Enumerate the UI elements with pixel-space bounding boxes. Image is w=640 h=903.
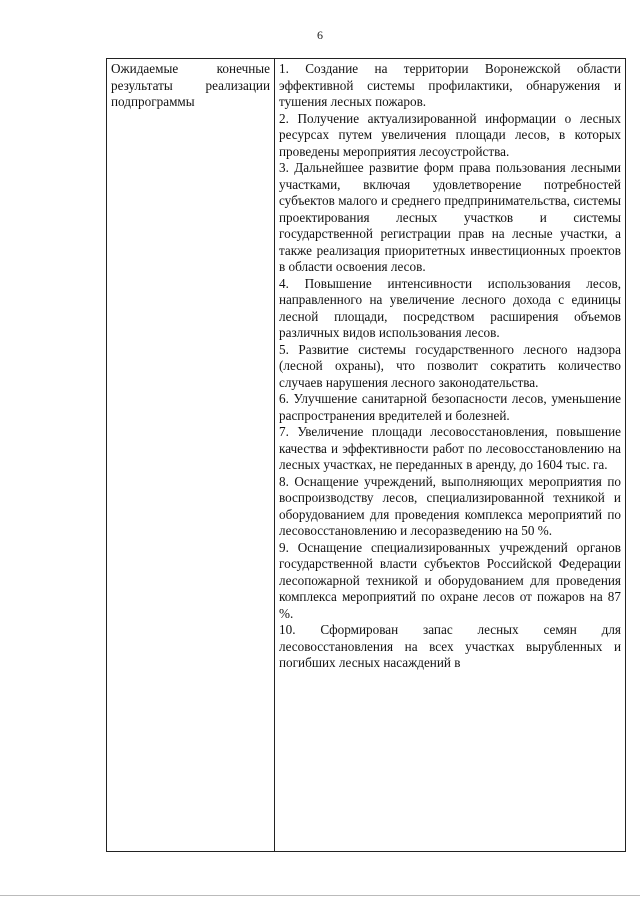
result-item-1: 1. Создание на территории Воронежской области эффективной системы профилактики, обнаружения и тушения лесных пожаров. <box>279 61 621 109</box>
row-content-cell <box>275 59 626 852</box>
result-item-5: 5. Развитие системы государственного лесного надзора (лесной охраны), что позволит сократить количество случаев нарушения лесного законодательства. <box>279 341 621 390</box>
result-item-8: 8. Оснащение учреждений, выполняющих мероприятия по воспроизводству лесов, специализированной техникой и оборудованием для проведения комплекса мероприятий по лесовосстановлению и лесоразведению на 50 %. <box>279 473 621 538</box>
page-bottom-edge <box>0 895 640 896</box>
table-row <box>107 59 626 852</box>
page-number: 6 <box>317 28 323 42</box>
result-item-10: 10. Сформирован запас лесных семян для лесовосстановления на всех участках вырубленных и погибших лесных насаждений в <box>279 622 621 670</box>
row-label: Ожидаемые конечные результаты реализации подпрограммы <box>111 61 270 109</box>
subprogram-table <box>106 58 626 852</box>
result-item-3: 3. Дальнейшее развитие форм права пользования лесными участками, включая удовлетворение потребностей субъектов малого и среднего предпринимательства, системы проектирования лесных участков и системы государственной регистрации прав на лесные участки, а также реализация приоритетных инвестиционных проектов в области освоения лесов. <box>279 160 621 274</box>
result-item-6: 6. Улучшение санитарной безопасности лесов, уменьшение распространения вредителей и болезней. <box>279 391 621 423</box>
result-item-4: 4. Повышение интенсивности использования лесов, направленного на увеличение лесного дохода с единицы лесной площади, посредством расширения объемов различных видов использования лесов. <box>279 275 621 340</box>
result-item-7: 7. Увеличение площади лесовосстановления, повышение качества и эффективности работ по лесовосстановлению на лесных участках, не переданных в аренду, до 1604 тыс. га. <box>279 424 621 472</box>
result-item-2: 2. Получение актуализированной информации о лесных ресурсах путем увеличения площади лесов, в которых проведены мероприятия лесоустройства. <box>279 110 621 159</box>
result-item-9: 9. Оснащение специализированных учреждений органов государственной власти субъектов Российской Федерации лесопожарной техникой и оборудованием для проведения комплекса мероприятий по охране лесов от пожаров на 87 %. <box>279 539 621 621</box>
row-label-cell <box>107 59 275 852</box>
